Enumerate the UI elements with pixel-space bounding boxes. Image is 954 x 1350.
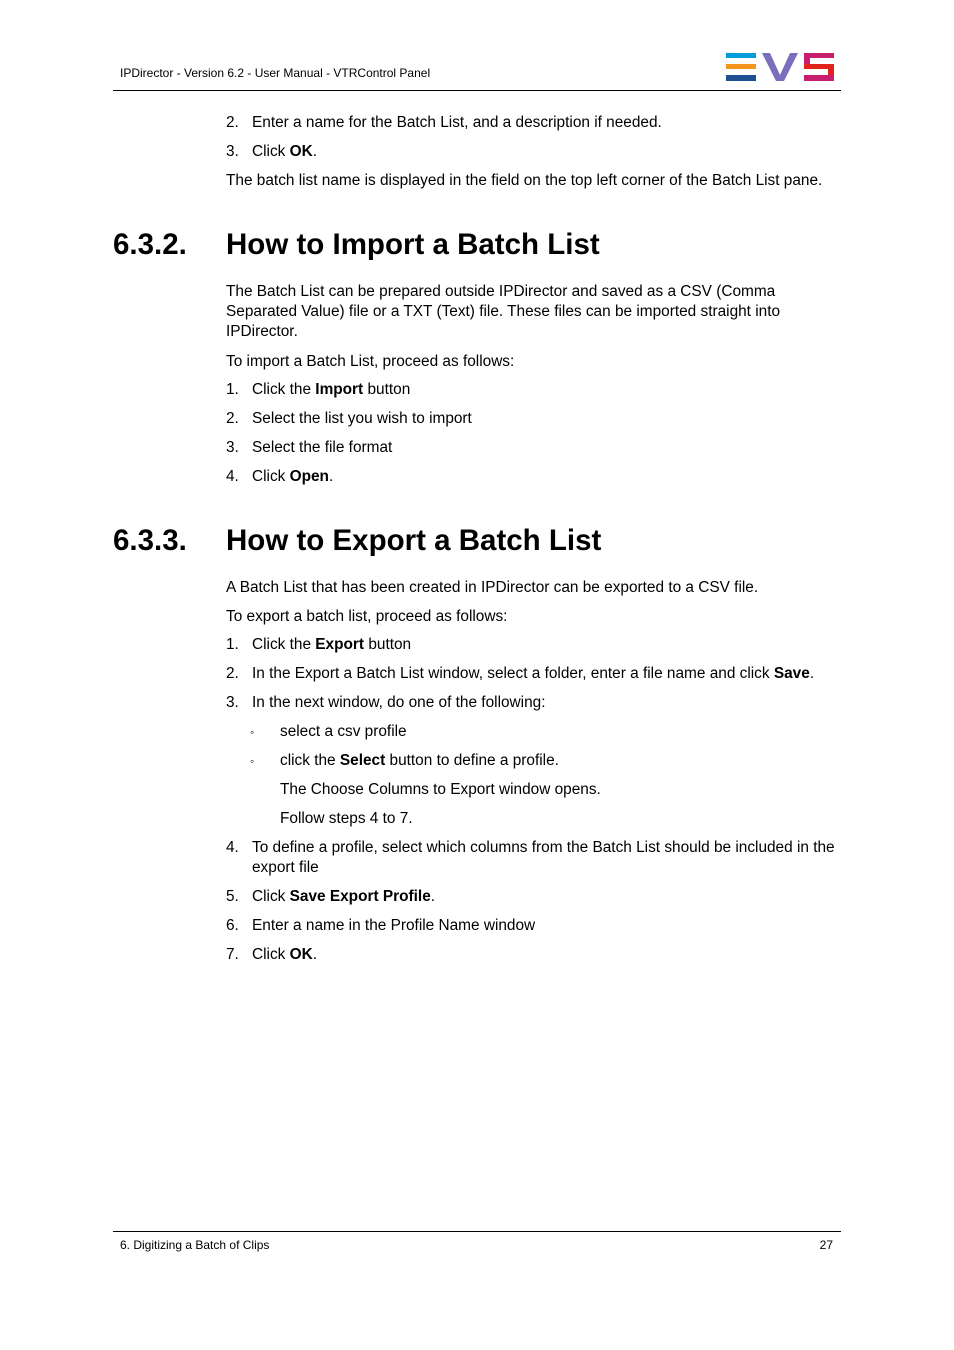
paragraph: A Batch List that has been created in IPDirector can be exported to a CSV file. xyxy=(226,579,759,596)
section-title: How to Export a Batch List xyxy=(226,524,602,557)
paragraph: The Batch List can be prepared outside IPDirector and saved as a CSV (Comma Separated Value) file or a TXT (Text) file. These files can be imported straight into IPDirector. xyxy=(226,283,781,340)
logo-letter-e xyxy=(726,53,756,81)
logo-letter-v xyxy=(762,53,798,81)
footer-rule xyxy=(113,1231,841,1232)
bullet-icon: ◦ xyxy=(250,754,255,768)
evs-logo xyxy=(726,53,834,81)
section-title: How to Import a Batch List xyxy=(226,228,600,261)
footer-chapter: 6. Digitizing a Batch of Clips xyxy=(120,1238,270,1252)
bullet-note: Follow steps 4 to 7. xyxy=(280,810,413,827)
page-number: 27 xyxy=(819,1238,833,1252)
bullet-icon: ◦ xyxy=(250,725,255,739)
logo-letter-s xyxy=(804,53,834,81)
header-rule xyxy=(113,90,841,91)
running-header: IPDirector - Version 6.2 - User Manual - VTRControl Panel xyxy=(120,66,431,80)
section-number: 6.3.3. xyxy=(113,524,187,557)
section-number: 6.3.2. xyxy=(113,228,187,261)
paragraph: To export a batch list, proceed as follows: xyxy=(226,608,508,625)
paragraph: To import a Batch List, proceed as follows: xyxy=(226,353,515,370)
bullet-note: The Choose Columns to Export window opens. xyxy=(280,781,601,798)
paragraph: The batch list name is displayed in the field on the top left corner of the Batch List pane. xyxy=(226,172,823,189)
